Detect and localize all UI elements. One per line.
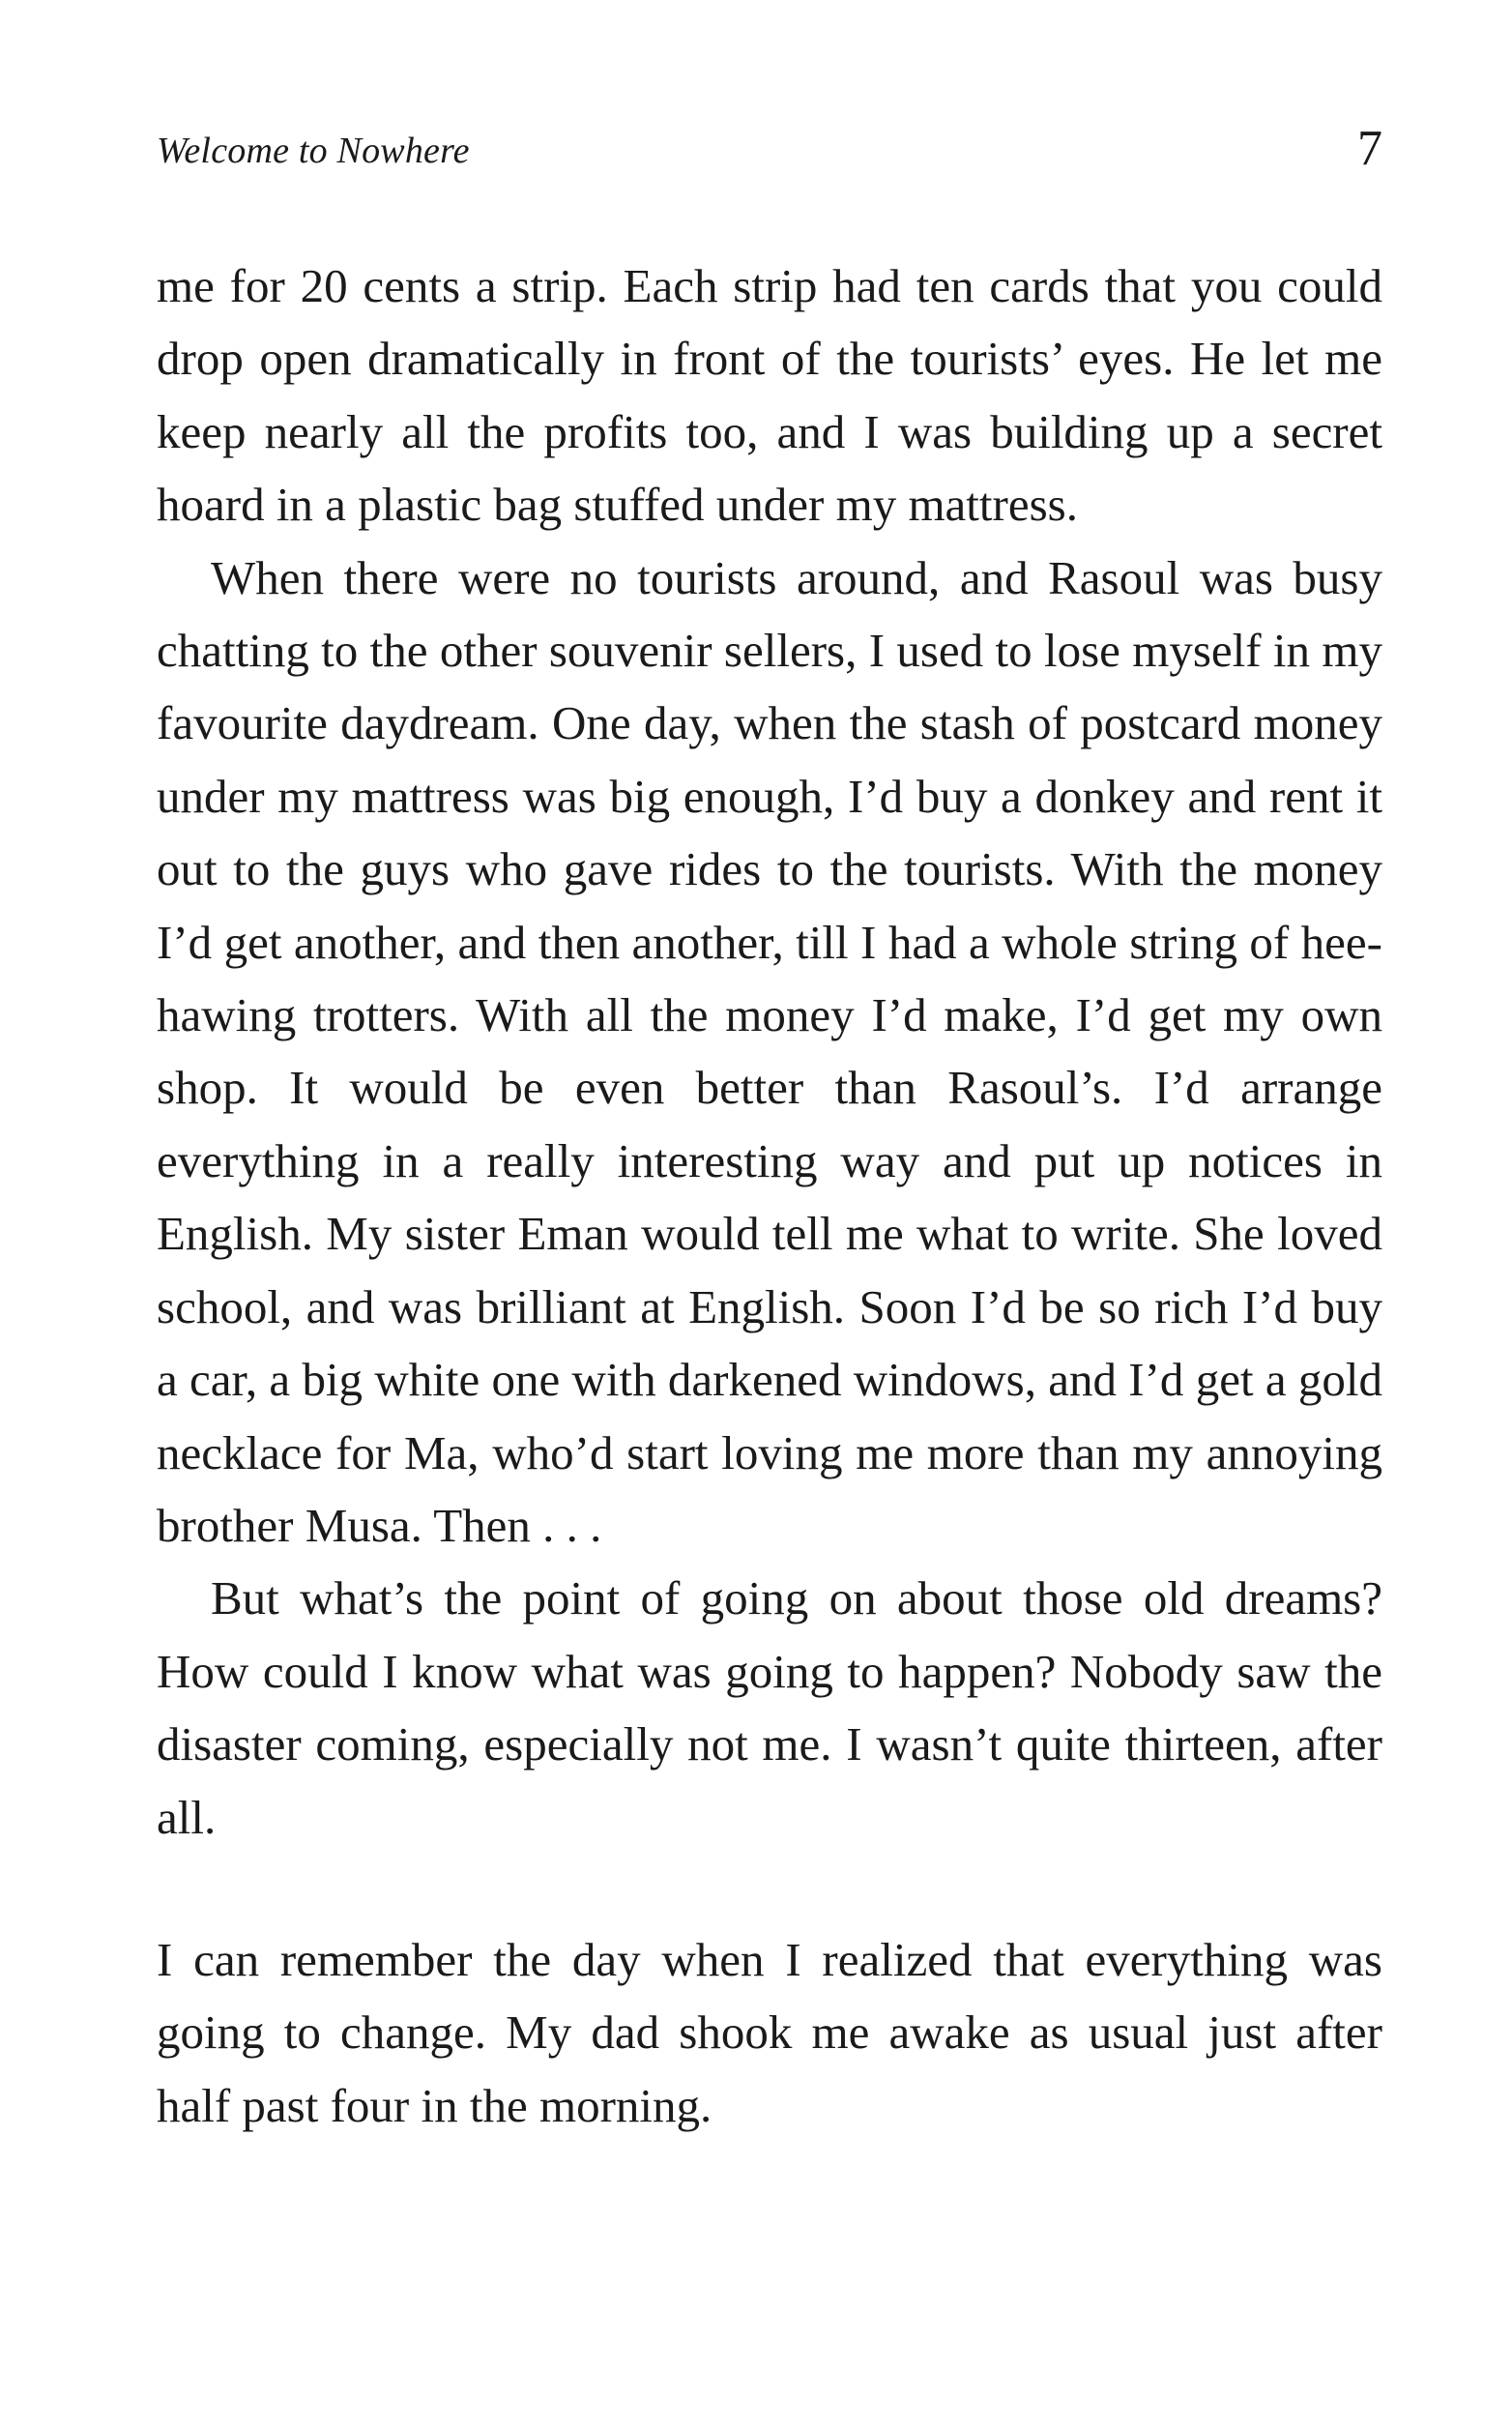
- page-number: 7: [1357, 121, 1382, 176]
- section-break: [157, 1854, 1382, 1923]
- paragraph-daydream: When there were no tourists around, and Rasoul was busy chatting to the other souvenir sellers, I used to lose myself in my favourite daydream. One day, when the stash of postcard money under my mattress was big enough, I’d buy a donkey and rent it out to the guys who gave rides to the tourists. With the money I’d get another, and then another, till I had a whole string of hee-hawing trotters. With all the money I’d make, I’d get my own shop. It would be even better than Rasoul’s. I’d arrange everything in a really interesting way and put up notices in English. My sister Eman would tell me what to write. She loved school, and was brilliant at English. Soon I’d be so rich I’d buy a car, a big white one with darkened windows, and I’d get a gold necklace for Ma, who’d start loving me more than my annoying brother Musa. Then . . .: [157, 550, 1382, 1552]
- book-title: Welcome to Nowhere: [157, 131, 470, 171]
- body-text: [157, 249, 1382, 2142]
- paragraph-disaster: But what’s the point of going on about those old dreams? How could I know what was going to happen? Nobody saw the disaster coming, especially not me. I wasn’t quite thirteen, after all.: [157, 1571, 1382, 1844]
- paragraph-continued: me for 20 cents a strip. Each strip had ten cards that you could drop open dramatically in front of the tourists’ eyes. He let me keep nearly all the profits too, and I was building up a secret hoard in a plastic bag stuffed under my mattress.: [157, 259, 1382, 532]
- paragraph-new-section: I can remember the day when I realized that everything was going to change. My dad shook me awake as usual just after half past four in the morning.: [157, 1932, 1382, 2132]
- running-head: [157, 120, 1382, 178]
